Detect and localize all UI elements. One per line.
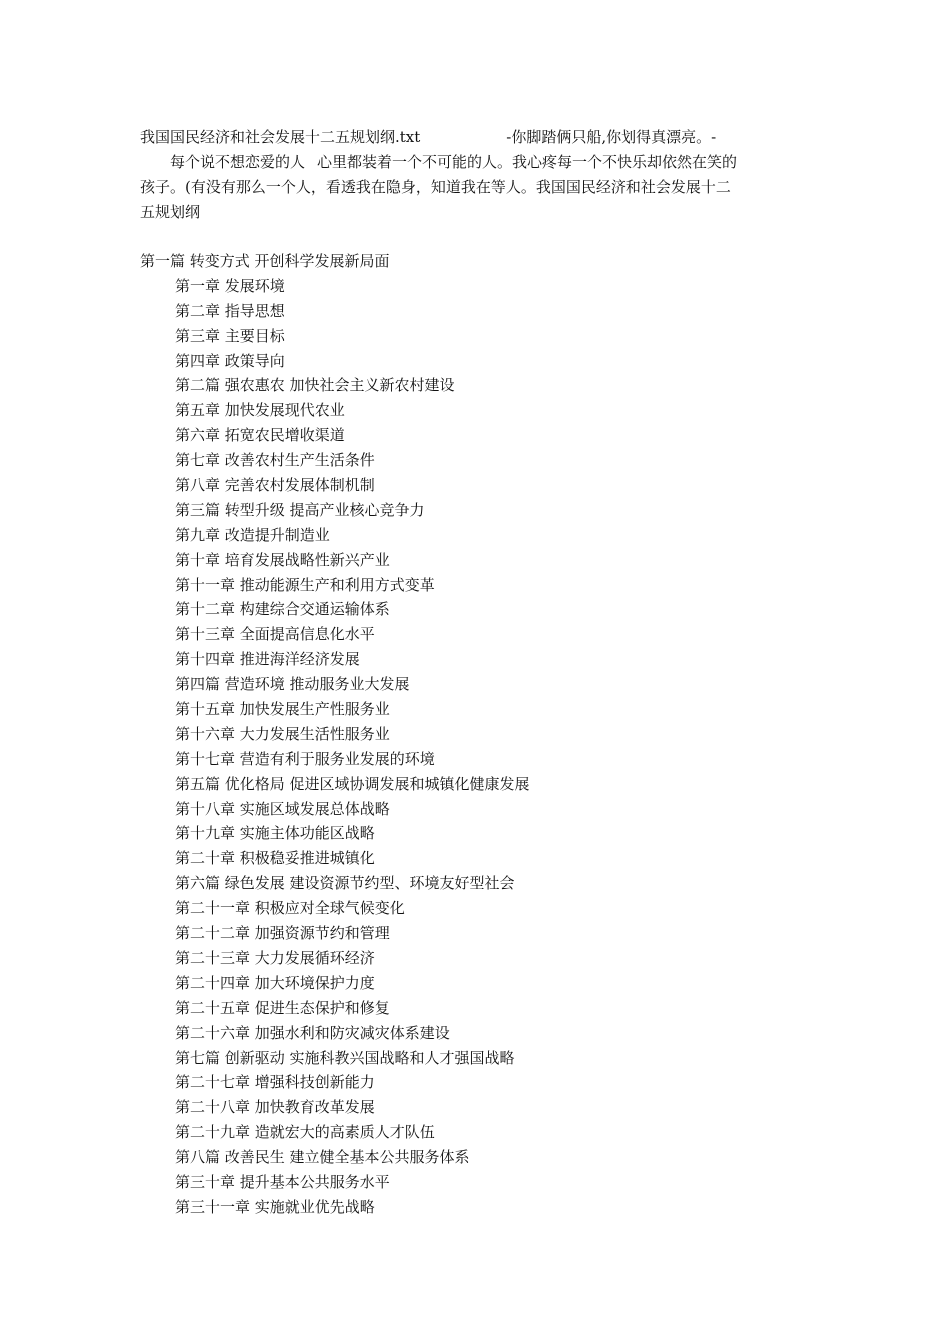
toc-chapter-31: 第三十一章 实施就业优先战略 <box>175 1197 375 1216</box>
toc-part-4: 第四篇 营造环境 推动服务业大发展 <box>175 675 410 694</box>
toc-chapter-23: 第二十三章 大力发展循环经济 <box>175 948 375 967</box>
toc-chapter-1: 第一章 发展环境 <box>175 276 285 295</box>
file-title: 我国国民经济和社会发展十二五规划纲.txt <box>140 128 421 146</box>
toc-chapter-24: 第二十四章 加大环境保护力度 <box>175 973 375 992</box>
toc-chapter-29: 第二十九章 造就宏大的高素质人才队伍 <box>175 1123 435 1142</box>
toc-chapter-20: 第二十章 积极稳妥推进城镇化 <box>175 849 375 868</box>
toc-part-2: 第二篇 强农惠农 加快社会主义新农村建设 <box>175 376 455 395</box>
toc-chapter-21: 第二十一章 积极应对全球气候变化 <box>175 899 405 918</box>
toc-chapter-19: 第十九章 实施主体功能区战略 <box>175 824 375 843</box>
intro-line-1 <box>140 125 815 150</box>
toc-chapter-22: 第二十二章 加强资源节约和管理 <box>175 924 390 943</box>
toc-chapter-8: 第八章 完善农村发展体制机制 <box>175 476 375 495</box>
toc-chapter-10: 第十章 培育发展战略性新兴产业 <box>175 550 390 569</box>
toc-chapter-28: 第二十八章 加快教育改革发展 <box>175 1098 375 1117</box>
toc-chapter-2: 第二章 指导思想 <box>175 301 285 320</box>
toc-chapter-7: 第七章 改善农村生产生活条件 <box>175 451 375 470</box>
toc-chapter-27: 第二十七章 增强科技创新能力 <box>175 1073 375 1092</box>
toc-chapter-25: 第二十五章 促进生态保护和修复 <box>175 998 390 1017</box>
toc-chapter-4: 第四章 政策导向 <box>175 351 285 370</box>
toc-chapter-18: 第十八章 实施区域发展总体战略 <box>175 799 390 818</box>
toc-chapter-13: 第十三章 全面提高信息化水平 <box>175 625 375 644</box>
toc-chapter-6: 第六章 拓宽农民增收渠道 <box>175 426 345 445</box>
intro-text-b: 心里都装着一个不可能的人。我心疼每一个不快乐却依然在笑的 <box>317 153 738 171</box>
intro-text-a: 每个说不想恋爱的人 <box>170 153 306 171</box>
toc-chapter-5: 第五章 加快发展现代农业 <box>175 401 345 420</box>
toc-chapter-30: 第三十章 提升基本公共服务水平 <box>175 1172 390 1191</box>
intro-line-3: 孩子。(有没有那么一个人，看透我在隐身，知道我在等人。我国国民经济和社会发展十二 <box>140 178 731 196</box>
toc-chapter-17: 第十七章 营造有利于服务业发展的环境 <box>175 749 435 768</box>
toc-chapter-15: 第十五章 加快发展生产性服务业 <box>175 700 390 719</box>
toc-chapter-26: 第二十六章 加强水利和防灾减灾体系建设 <box>175 1023 450 1042</box>
toc-part-3: 第三篇 转型升级 提高产业核心竞争力 <box>175 500 425 519</box>
toc-part-1: 第一篇 转变方式 开创科学发展新局面 <box>140 252 390 270</box>
intro-line-2 <box>140 150 815 175</box>
toc-chapter-11: 第十一章 推动能源生产和利用方式变革 <box>175 575 435 594</box>
intro-line-4: 五规划纲 <box>140 203 201 221</box>
toc-part-5: 第五篇 优化格局 促进区域协调发展和城镇化健康发展 <box>175 774 530 793</box>
toc-chapter-14: 第十四章 推进海洋经济发展 <box>175 650 360 669</box>
toc-part-8: 第八篇 改善民生 建立健全基本公共服务体系 <box>175 1148 470 1167</box>
toc-chapter-3: 第三章 主要目标 <box>175 326 285 345</box>
intro-paragraph <box>140 125 815 225</box>
toc-chapter-12: 第十二章 构建综合交通运输体系 <box>175 600 390 619</box>
toc-part-7: 第七篇 创新驱动 实施科教兴国战略和人才强国战略 <box>175 1048 515 1067</box>
toc-chapter-16: 第十六章 大力发展生活性服务业 <box>175 724 390 743</box>
table-of-contents <box>140 249 840 1220</box>
intro-quote: -你脚踏俩只船,你划得真漂亮。- <box>506 128 717 146</box>
toc-chapter-9: 第九章 改造提升制造业 <box>175 525 330 544</box>
toc-part-6: 第六篇 绿色发展 建设资源节约型、环境友好型社会 <box>175 874 515 893</box>
